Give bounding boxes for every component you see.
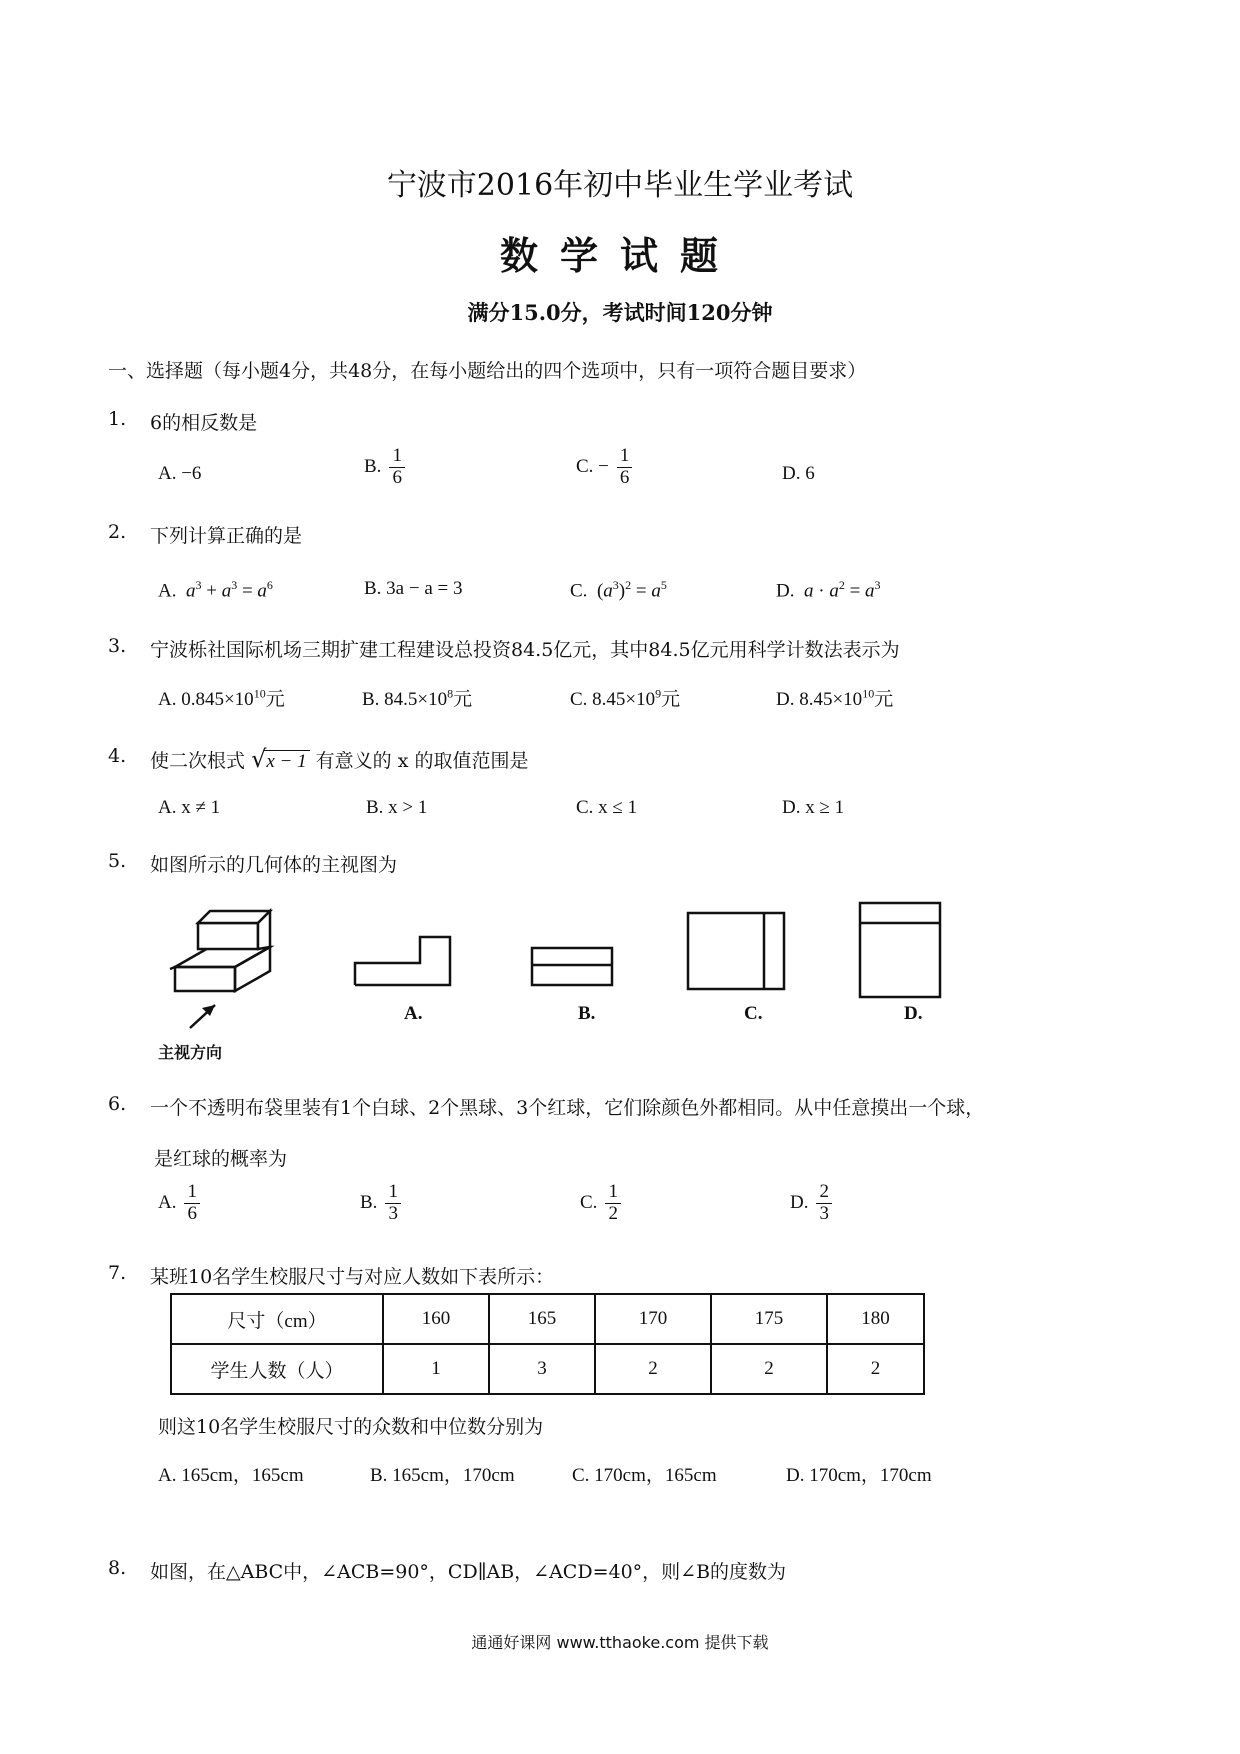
table-cell: 2 xyxy=(711,1344,827,1394)
exponent: 10 xyxy=(253,686,266,701)
q2-option-d: D. $a \cdot a^2 = a^3$ xyxy=(776,578,881,602)
option-c-shape xyxy=(688,913,784,989)
q3-option-b xyxy=(362,684,472,711)
denominator: 6 xyxy=(619,466,630,488)
q3-option-a xyxy=(158,684,285,711)
q1-number: 1. xyxy=(108,408,127,430)
q7-option-a: A. 165cm，165cm xyxy=(158,1465,304,1486)
exam-info: 满分15.0分，考试时间120分钟 xyxy=(467,300,773,325)
table-cell: 尺寸（cm） xyxy=(171,1294,383,1344)
q8-stem: 如图，在△ABC中，∠ACB=90°，CD∥AB，∠ACD=40°，则∠B的度数为 xyxy=(150,1561,787,1583)
q2-option-d-label: D. xyxy=(776,580,795,602)
q5-option-c-label: C. xyxy=(744,1003,763,1024)
mantissa: A. 0.845×10 xyxy=(158,689,254,710)
q6-option-d xyxy=(790,1182,832,1225)
fraction xyxy=(605,1182,621,1225)
option-label: D. xyxy=(790,1191,809,1213)
arrow-icon xyxy=(190,1005,215,1028)
q2-number: 2. xyxy=(108,521,127,543)
sqrt-icon: √ xyxy=(251,745,267,773)
numerator: 2 xyxy=(816,1182,832,1204)
q8-number: 8. xyxy=(108,1557,127,1579)
exponent: 10 xyxy=(862,686,875,701)
table-cell: 160 xyxy=(383,1294,489,1344)
q3-stem: 宁波栎社国际机场三期扩建工程建设总投资84.5亿元，其中84.5亿元用科学计数法表示为 xyxy=(150,639,900,661)
q4-stem xyxy=(150,745,528,773)
q1-stem: 6的相反数是 xyxy=(150,412,258,434)
q4-option-b: B. x > 1 xyxy=(366,797,428,818)
footer-source: 通通好课网 www.tthaoke.com 提供下载 xyxy=(471,1633,769,1652)
q6-stem-line1: 一个不透明布袋里装有1个白球、2个黑球、3个红球，它们除颜色外都相同。从中任意摸出一个球， xyxy=(150,1097,985,1119)
q5-option-b-label: B. xyxy=(578,1003,596,1024)
q4-option-a: A. x ≠ 1 xyxy=(158,797,221,818)
option-a-shape xyxy=(355,937,450,985)
q2-stem: 下列计算正确的是 xyxy=(150,525,303,547)
q2-option-a-label: A. xyxy=(158,580,177,602)
q6-option-c xyxy=(580,1182,621,1225)
q3-option-d xyxy=(776,684,893,711)
table-cell: 学生人数（人） xyxy=(171,1344,383,1394)
table-cell: 175 xyxy=(711,1294,827,1344)
section-heading: 一、选择题（每小题4分，共48分，在每小题给出的四个选项中，只有一项符合题目要求） xyxy=(108,360,867,382)
q7-stem: 某班10名学生校服尺寸与对应人数如下表所示： xyxy=(150,1266,555,1288)
option-label: A. xyxy=(158,1191,177,1213)
q7-number: 7. xyxy=(108,1262,127,1284)
numerator: 1 xyxy=(385,1182,401,1204)
q3-option-c xyxy=(570,684,680,711)
q7-option-c: C. 170cm，165cm xyxy=(572,1465,717,1486)
q3-number: 3. xyxy=(108,635,127,657)
unit: 元 xyxy=(874,689,894,710)
q7-option-b: B. 165cm，170cm xyxy=(370,1465,515,1486)
q6-option-a xyxy=(158,1182,200,1225)
option-label: C. xyxy=(580,1191,598,1213)
q1-option-a: A. −6 xyxy=(158,463,202,484)
q4-stem-post: 有意义的 x 的取值范围是 xyxy=(315,750,529,772)
numerator: 1 xyxy=(617,446,633,468)
geometric-solid-figure xyxy=(170,911,270,991)
unit: 元 xyxy=(453,689,473,710)
denominator: 6 xyxy=(392,466,402,488)
exam-title: 宁波市2016年初中毕业生学业考试 xyxy=(386,168,854,203)
q7-option-d: D. 170cm，170cm xyxy=(786,1465,932,1486)
table-cell: 2 xyxy=(595,1344,711,1394)
table-row xyxy=(171,1294,924,1344)
q6-number: 6. xyxy=(108,1093,127,1115)
table-row xyxy=(171,1344,924,1394)
view-direction-label: 主视方向 xyxy=(158,1043,223,1062)
table-cell: 3 xyxy=(489,1344,595,1394)
mantissa: B. 84.5×10 xyxy=(362,689,448,710)
option-b-shape xyxy=(532,948,612,985)
q2-option-c: C. $(a^3)^2 = a^5$ xyxy=(570,578,667,602)
q1-option-b xyxy=(364,446,405,489)
q5-option-d-label: D. xyxy=(904,1003,923,1024)
unit: 元 xyxy=(265,689,285,710)
q2-option-a: A. $a^3 + a^3 = a^6$ xyxy=(158,578,273,602)
q5-number: 5. xyxy=(108,850,127,872)
table-cell: 180 xyxy=(827,1294,924,1344)
q4-option-d: D. x ≥ 1 xyxy=(782,797,845,818)
table-cell: 1 xyxy=(383,1344,489,1394)
denominator: 3 xyxy=(388,1202,398,1224)
option-label: B. xyxy=(360,1191,378,1213)
q6-option-b xyxy=(360,1182,401,1225)
q5-stem: 如图所示的几何体的主视图为 xyxy=(150,854,398,876)
q4-radicand: x − 1 xyxy=(264,750,309,773)
denominator: 6 xyxy=(187,1202,197,1224)
numerator: 1 xyxy=(389,446,405,468)
fraction xyxy=(385,1182,401,1225)
q5-option-a-label: A. xyxy=(404,1003,423,1024)
exponent: 9 xyxy=(655,686,662,701)
q4-option-c: C. x ≤ 1 xyxy=(576,797,638,818)
denominator: 2 xyxy=(608,1202,618,1224)
q2-option-c-label: C. xyxy=(570,580,588,602)
q1-option-c-label: C. − xyxy=(576,455,609,477)
fraction xyxy=(816,1182,832,1225)
q7-followup: 则这10名学生校服尺寸的众数和中位数分别为 xyxy=(158,1416,544,1438)
exponent: 8 xyxy=(447,686,454,701)
q1-option-d: D. 6 xyxy=(782,463,815,484)
size-table xyxy=(170,1293,925,1395)
denominator: 3 xyxy=(819,1202,829,1224)
q1-option-c-fraction xyxy=(617,446,633,489)
fraction xyxy=(184,1182,200,1225)
q6-stem-line2: 是红球的概率为 xyxy=(154,1148,288,1170)
q2-option-b: B. 3a − a = 3 xyxy=(364,578,463,599)
unit: 元 xyxy=(661,689,681,710)
numerator: 1 xyxy=(605,1182,621,1204)
table-cell: 2 xyxy=(827,1344,924,1394)
q4-stem-pre: 使二次根式 xyxy=(150,750,246,772)
q1-option-b-label: B. xyxy=(364,455,382,477)
q4-number: 4. xyxy=(108,745,127,767)
table-cell: 165 xyxy=(489,1294,595,1344)
mantissa: D. 8.45×10 xyxy=(776,689,863,710)
table-cell: 170 xyxy=(595,1294,711,1344)
mantissa: C. 8.45×10 xyxy=(570,689,656,710)
q5-figures xyxy=(150,895,950,1045)
subject-title: 数学试题 xyxy=(499,233,740,278)
q1-option-b-fraction xyxy=(389,446,405,489)
q1-option-c xyxy=(576,446,632,489)
option-d-shape xyxy=(860,903,940,997)
numerator: 1 xyxy=(184,1182,200,1204)
